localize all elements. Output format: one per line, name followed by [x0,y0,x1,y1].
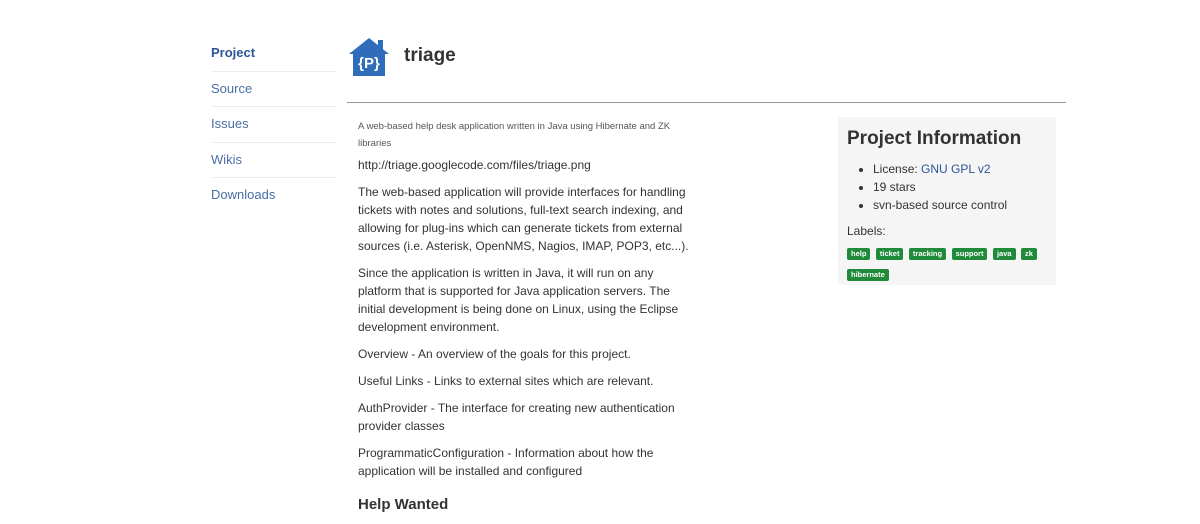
stars-item: • 19 stars [873,178,1007,196]
project-summary: A web-based help desk application written in Java using Hibernate and ZK libraries [358,121,671,149]
label-tag-ticket[interactable]: ticket [876,248,904,260]
wiki-link-authprovider: AuthProvider - The interface for creating new authentication provider classes [358,401,675,433]
project-description [358,118,694,513]
project-info-title: Project Information [847,128,1022,149]
help-wanted-heading: Help Wanted [358,496,449,513]
project-info-box [838,117,1056,285]
header-divider [347,102,1066,103]
project-name: triage [404,45,456,66]
label-tag-tracking[interactable]: tracking [909,248,946,260]
license-item [873,160,1007,178]
wiki-link-overview: Overview - An overview of the goals for this project. [358,347,631,361]
sidebar-item-wikis[interactable]: Wikis [211,143,337,179]
wiki-link-useful-links: Useful Links - Links to external sites which are relevant. [358,374,654,388]
license-prefix: License: [873,162,922,176]
project-sidebar [211,36,337,213]
sidebar-item-source[interactable]: Source [211,72,337,108]
labels-heading: Labels: [847,224,886,238]
sidebar-item-downloads[interactable]: Downloads [211,187,276,202]
license-link[interactable]: GNU GPL v2 [921,162,991,176]
label-tag-support[interactable]: support [952,248,988,260]
wiki-link-programmatic-config: ProgrammaticConfiguration - Information about how the application will be installed and configured [358,446,654,478]
screenshot-url: http://triage.googlecode.com/files/triage.png [358,158,591,172]
label-tag-zk[interactable]: zk [1021,248,1037,260]
project-logo-icon [347,37,391,77]
description-paragraph: Since the application is written in Java, it will run on any platform that is supported for Java application servers. The initial development is being done on Linux, using the Eclipse development environment. [358,266,679,334]
project-info-list [873,160,1007,214]
label-tag-help[interactable]: help [847,248,870,260]
label-tag-java[interactable]: java [993,248,1016,260]
sidebar-item-project[interactable]: Project [211,36,337,72]
sidebar-item-issues[interactable]: Issues [211,107,337,143]
logo-text: {P} [358,55,380,72]
description-paragraph: The web-based application will provide interfaces for handling tickets with notes and solutions, full-text search indexing, and allowing for plug-ins which can generate tickets from external sources (i.e. Asterisk, OpenNMS, Nagios, IMAP, POP3, etc...). [358,185,689,253]
source-control-item: • svn-based source control [873,196,1007,214]
label-tag-hibernate[interactable]: hibernate [847,269,889,281]
labels-list [847,243,1052,285]
